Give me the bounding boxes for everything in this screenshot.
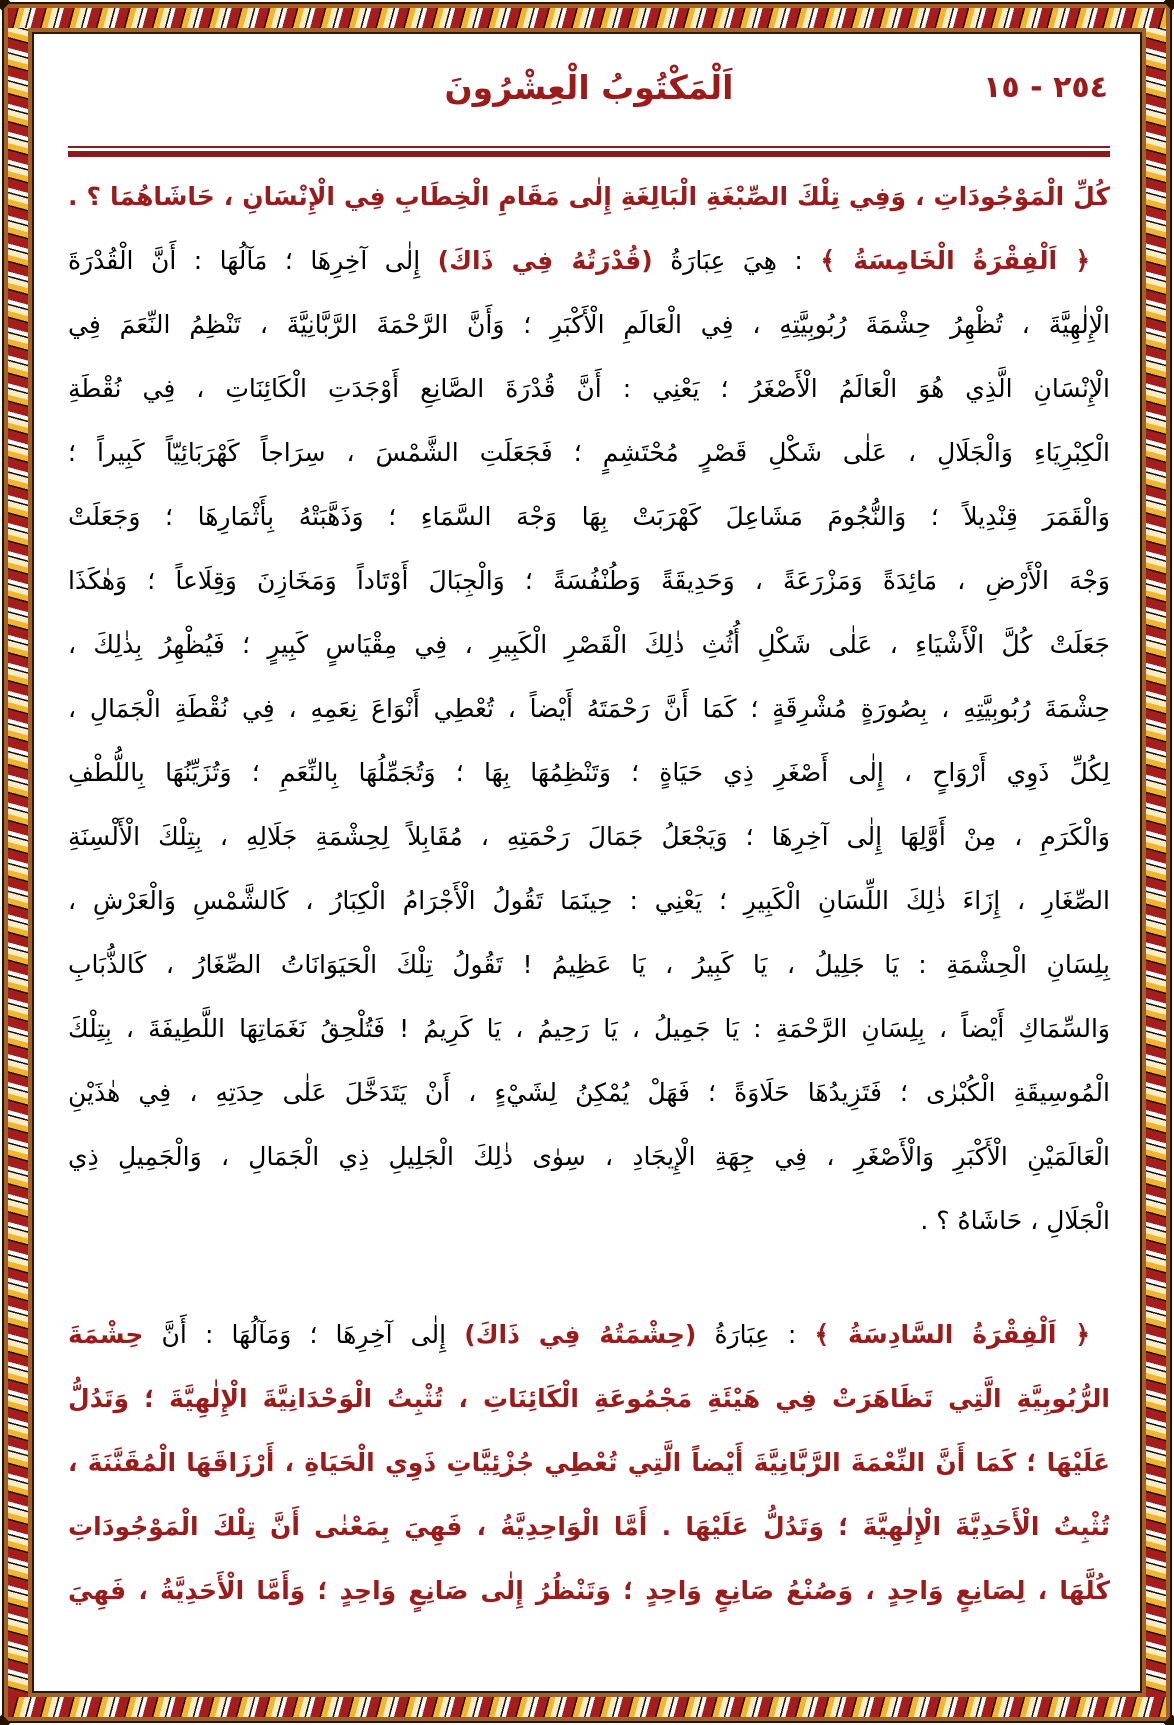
text-line-sixth-section-4 (68, 1495, 1110, 1559)
page-number: ٢٥٤ - ١٥ (983, 70, 1108, 105)
text-run: وَالسِّمَاكِ أَيْضاً ، بِلِسَانِ الرَّحْمَةِ : يَا جَمِيلُ ، يَا رَحِيمُ ، يَا كَرِيمُ ! فَتُلْحِقُ نَغَمَاتِهَا اللَّطِيفَةَ ، بِتِلْكَ (68, 1014, 1110, 1043)
text-run: جَعَلَتْ كُلَّ الْأَشْيَاءِ ، عَلٰى شَكْلِ أُثُثِ ذٰلِكَ الْقَصْرِ الْكَبِيرِ ، فِي مِقْيَاسٍ كَبِيرٍ ؛ فَيُظْهِرُ بِذٰلِكَ ، (68, 630, 1110, 659)
text-run: إِلٰى آخِرِهَا ؛ مَآلُهَا : أَنَّ الْقُدْرَةَ (68, 246, 438, 275)
text-line-fifth-section-1 (68, 229, 1110, 293)
border-chain-pattern-top (8, 8, 1166, 28)
divider-thick-line (68, 151, 1110, 157)
text-line-sixth-section-2 (68, 1367, 1110, 1431)
text-line-sixth-section-1 (68, 1303, 1110, 1367)
text-run: حِشْمَةَ (68, 1320, 144, 1349)
text-run: وَجْهَ الْأَرْضِ ، مَائِدَةً وَمَزْرَعَةً ، وَحَدِيقَةً وَطُنْفُسَةً ؛ وَالْجِبَالَ أَوْتَاداً وَمَخَازِنَ وَقِلَاعاً ؛ وَهٰكَذَا (68, 566, 1110, 595)
text-run: : عِبَارَةُ (696, 1320, 815, 1349)
text-run: الرُّبُوبِيَّةِ الَّتِي تَظَاهَرَتْ فِي هَيْئَةِ مَجْمُوعَةِ الْكَائِنَاتِ ، تُثْبِتُ الْوَحْدَانِيَّةَ الْإِلٰهِيَّةَ ؛ وَتَدُلُّ (68, 1384, 1110, 1413)
text-line-fifth-section-11 (68, 869, 1110, 933)
text-run: الْجَلَالِ ، حَاشَاهُ ؟ . (920, 1206, 1110, 1235)
text-line-fifth-section-7 (68, 613, 1110, 677)
border-chain-pattern-bottom (8, 1697, 1166, 1717)
text-line-fifth-section-15 (68, 1125, 1110, 1189)
text-line-sixth-section-3 (68, 1431, 1110, 1495)
text-line-fifth-section-2 (68, 293, 1110, 357)
text-run: الصِّغَارِ ، إِزَاءَ ذٰلِكَ اللِّسَانِ الْكَبِيرِ ؛ يَعْنِي : حِينَمَا تَقُولُ الْأَجْرَامُ الْكِبَارُ ، كَالشَّمْسِ وَالْعَرْشِ ، (68, 886, 1110, 915)
page-header (68, 58, 1110, 130)
text-run: كُلِّ الْمَوْجُودَاتِ ، وَفِي تِلْكَ الصِّبْغَةِ الْبَالِغَةِ إِلٰى مَقَامِ الْخِطَابِ فِي الْإِنْسَانِ ، حَاشَاهُمَا ؟ . (68, 182, 1110, 211)
text-run: تُثْبِتُ الْأَحَدِيَّةَ الْإِلٰهِيَّةَ ؛ وَتَدُلُّ عَلَيْهَا . أَمَّا الْوَاحِدِيَّةُ ، فَهِيَ بِمَعْنٰى أَنَّ تِلْكَ الْمَوْجُودَاتِ (68, 1512, 1110, 1541)
text-line-fifth-section-12 (68, 933, 1110, 997)
text-line-fifth-section-4 (68, 421, 1110, 485)
text-line-fifth-section-9 (68, 741, 1110, 805)
text-line-fifth-section-6 (68, 549, 1110, 613)
text-line-intro-continuation-1 (68, 165, 1110, 229)
border-chain-pattern-left (8, 28, 28, 1697)
text-run: وَالْقَمَرَ قِنْدِيلاً ؛ وَالنُّجُومَ مَشَاعِلَ كَهْرَبَتْ بِهَا وَجْهَ السَّمَاءِ ؛ وَذَهَّبَتْهُ بِأَثْمَارِهَا ؛ وَجَعَلَتْ (68, 502, 1110, 531)
border-chain-pattern-right (1146, 28, 1166, 1697)
text-run: كُلَّهَا ، لِصَانِعٍ وَاحِدٍ ، وَصُنْعُ صَانِعٍ وَاحِدٍ ؛ وَتَنْظُرُ إِلٰى صَانِعٍ وَاحِدٍ ؛ وَأَمَّا الْأَحَدِيَّةُ ، فَهِيَ (68, 1576, 1110, 1605)
text-run: الْمُوسِيقَةِ الْكُبْرٰى ؛ فَتَزِيدُهَا حَلَاوَةً ؛ فَهَلْ يُمْكِنُ لِشَيْءٍ ، أَنْ يَتَدَخَّلَ عَلٰى حِدَتِهِ ، فِي هٰذَيْنِ (68, 1078, 1110, 1107)
text-run: الْإِنْسَانِ الَّذِي هُوَ الْعَالَمُ الْأَصْغَرُ ؛ يَعْنِي : أَنَّ قُدْرَةَ الصَّانِعِ أَوْجَدَتِ الْكَائِنَاتِ ، فِي نُقْطَةِ (68, 374, 1110, 403)
text-run: : هِيَ عِبَارَةُ (652, 246, 821, 275)
text-run: (حِشْمَتُهُ فِي ذَاكَ) (464, 1320, 697, 1349)
paragraph-gap (68, 1253, 1110, 1303)
text-run: ﴿ اَلْفِقْرَةُ الْخَامِسَةُ ﴾ (820, 246, 1090, 275)
text-line-fifth-section-10 (68, 805, 1110, 869)
text-run: بِلِسَانِ الْحِشْمَةِ : يَا جَلِيلُ ، يَا كَبِيرُ ، يَا عَظِيمُ ! تَقُولُ تِلْكَ الْحَيَوَانَاتُ الصِّغَارُ ، كَالذُّبَابِ (68, 950, 1110, 979)
page-content (68, 58, 1110, 1623)
page-title: اَلْمَكْتُوبُ الْعِشْرُونَ (444, 68, 734, 107)
text-line-fifth-section-8 (68, 677, 1110, 741)
text-run: وَالْكَرَمِ ، مِنْ أَوَّلِهَا إِلٰى آخِرِهَا ؛ وَيَجْعَلُ جَمَالَ رَحْمَتِهِ ، مُقَابِلاً لِحِشْمَةِ جَلَالِهِ ، بِتِلْكَ الْأَلْسِنَةِ (68, 822, 1110, 851)
text-line-sixth-section-5 (68, 1559, 1110, 1623)
body-text (68, 165, 1110, 1623)
text-run: عَلَيْهَا ؛ كَمَا أَنَّ النِّعْمَةَ الرَّبَّانِيَّةَ أَيْضاً الَّتِي تُعْطِي جُزْئِيَّاتِ ذَوِي الْحَيَاةِ ، أَرْزَاقَهَا الْمُقَنَّنَةَ ، (68, 1448, 1110, 1477)
text-run: لِكُلِّ ذَوِي أَرْوَاحٍ ، إِلٰى أَصْغَرِ ذِي حَيَاةٍ ؛ وَتَنْظِمُهَا بِهَا ؛ وَتُجَمِّلُهَا بِالنِّعَمِ ؛ وَتُزَيِّنُهَا بِاللُّطْفِ (68, 758, 1110, 787)
text-line-fifth-section-16 (68, 1189, 1110, 1253)
header-divider (68, 146, 1110, 157)
text-run: الْإِلٰهِيَّةَ ، تُظْهِرُ حِشْمَةَ رُبُوبِيَّتِهِ ، فِي الْعَالَمِ الْأَكْبَرِ ؛ وَأَنَّ الرَّحْمَةَ الرَّبَّانِيَّةَ ، تَنْظِمُ النِّعَمَ فِي (68, 310, 1110, 339)
text-line-fifth-section-5 (68, 485, 1110, 549)
text-run: حِشْمَةَ رُبُوبِيَّتِهِ ، بِصُورَةٍ مُشْرِقَةٍ ؛ كَمَا أَنَّ رَحْمَتَهُ أَيْضاً ، تُعْطِي أَنْوَاعَ نِعَمِهِ ، فِي نُقْطَةِ الْجَمَالِ ، (68, 694, 1110, 723)
text-run: الْكِبْرِيَاءِ وَالْجَلَالِ ، عَلٰى شَكْلِ قَصْرٍ مُحْتَشِمٍ ؛ فَجَعَلَتِ الشَّمْسَ ، سِرَاجاً كَهْرَبَائِيّاً كَبِيراً ؛ (68, 438, 1110, 467)
text-line-fifth-section-14 (68, 1061, 1110, 1125)
text-run: (قُدْرَتُهُ فِي ذَاكَ) (437, 246, 653, 275)
text-run: الْعَالَمَيْنِ الْأَكْبَرِ وَالْأَصْغَرِ ، فِي جِهَةِ الْإِيجَادِ ، سِوٰى ذٰلِكَ الْجَلِيلِ ذِي الْجَمَالِ ، وَالْجَمِيلِ ذِي (68, 1142, 1110, 1171)
text-run: إِلٰى آخِرِهَا ؛ وَمَآلُهَا : أَنَّ (143, 1320, 465, 1349)
text-run: ﴿ اَلْفِقْرَةُ السَّادِسَةُ ﴾ (814, 1320, 1090, 1349)
text-line-fifth-section-3 (68, 357, 1110, 421)
text-line-fifth-section-13 (68, 997, 1110, 1061)
